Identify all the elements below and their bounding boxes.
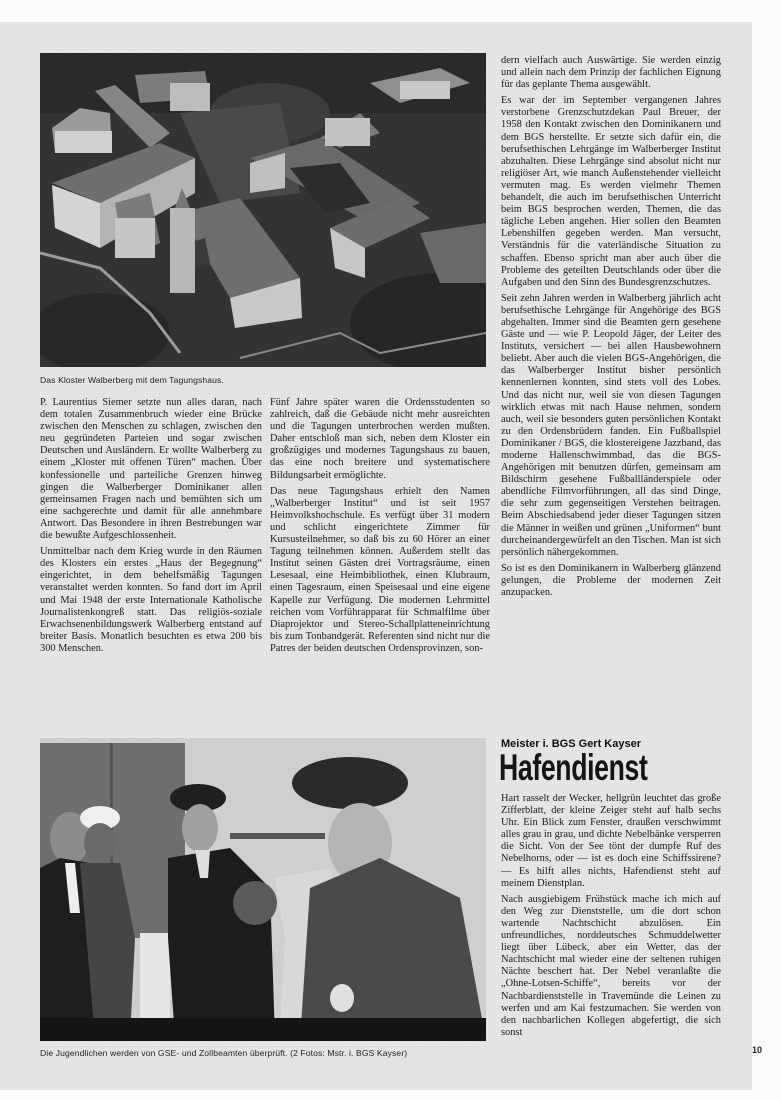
article-column-1 <box>40 397 262 659</box>
paragraph: Unmittelbar nach dem Krieg wurde in den Räumen des Klosters ein erstes „Haus der Begegnung“ eingerichtet, in dem behelfsmäßig Tagungen veranstaltet werden konnten. So fand dort im April und Mai 1948 der erste Internationale Katholische Journalistenkongreß statt. Das religiös-soziale Erwachsenenbildungswerk Walberberg entstand auf breiter Basis. Monatlich besuchten es etwa 200 bis 300 Menschen. <box>40 546 262 654</box>
border-inspection-image <box>40 738 486 1041</box>
article-column-2 <box>270 397 490 659</box>
paragraph: Seit zehn Jahren werden in Walberberg jährlich acht berufsethische Lehrgänge für Angehörige des BGS abgehalten. Immer sind die Beamten gern gesehene Gäste und — wie P. Leopold Jäger, der Leiter des Instituts, versichert — bei allen Hausbewohnern beliebt. Aber auch die vielen BGS-Angehörigen, die das Walberberger Institut bisher persönlich kennenlernen konnten, sind stets voll des Lobes. Und das nicht nur, weil sie von diesen Tagungen wirklich etwas mit nach Hause nehmen, sondern auch, weil sie besonders guten persönlichen Kontakt zu den Ordensbrüdern fanden. Ein Fußballspiel Dominikaner / BGS, die klostereigene Jazzband, das moderne Hallenschwimmbad, das die BGS-Angehörigen mit benutzen dürfen, gemeinsam am Bildschirm gesehene Fußballländerspiele oder abendliche Filmvorführungen, all das sind Dinge, die sehr zum gegenseitigen Verstehen beitragen. Beim Abschiedsabend jeder dieser Tagungen sitzen die Männer in weißen und grünen „Uniformen“ bunt durcheinandergewürfelt an den Tischen. Man ist sich persönlich nähergekommen. <box>501 292 721 558</box>
paragraph: Es war der im September vergangenen Jahres verstorbene Grenzschutzdekan Paul Breuer, der 1958 den Kontakt zwischen den Dominikanern und dem BGS herstellte. Er setzte sich dafür ein, die berufsethischen Lehrgänge im Walberberger Institut abzuhalten. Diese Lehrgänge sind absolut nicht nur religiöser Art, wie manch Außenstehender vielleicht vermuten mag. Es werden vielmehr Themen behandelt, die auch im berufsethischen Unterricht beim BGS besprochen werden, Themen, die das tägliche Leben angehen. Hier sollen den Beamten Lebenshilfen gegeben werden. Man versucht, Verständnis für die vaterländische Situation zu schaffen. Ebenso spricht man aber auch über die Probleme des geteilten Deutschlands oder über die Aufgaben und den Sinn des Bundesgrenzschutzes. <box>501 95 721 288</box>
paragraph: Fünf Jahre später waren die Ordensstudenten so zahlreich, daß die Gebäude nicht mehr ausreichten und die Tagungen unterbrochen werden mußten. Daher entschloß man sich, neben dem Kloster ein großzügiges und modernes Tagungshaus zu bauen, das eine noch breitere und systematischere Bildungsarbeit ermöglichte. <box>270 397 490 481</box>
photo-monastery-aerial <box>40 53 486 367</box>
paragraph: Hart rasselt der Wecker, hellgrün leuchtet das große Zifferblatt, der kleine Zeiger steht auf halb sechs Uhr. Ein Blick zum Fenster, draußen verschwimmt alles grau in grau, und dichte Nebelbänke versperren die Sicht. Von der See tönt der dumpfe Ruf des Nebelhorns, oder — ist es doch eine Schiffssirene? — Es hilft alles nichts, Hafendienst steht auf meinem Dienstplan. <box>501 793 721 889</box>
article-column-hafendienst <box>501 793 721 1043</box>
paragraph: dern vielfach auch Auswärtige. Sie werden einzig und allein nach dem Prinzip der fachlichen Eignung für das geplante Thema ausgewählt. <box>501 55 721 91</box>
paragraph: Das neue Tagungshaus erhielt den Namen „Walberberger Institut“ und ist seit 1957 Heimvolkshochschule. Es verfügt über 31 modern und schlicht eingerichtete Zimmer für Kursusteilnehmer, so daß bis zu 60 Hörer an einer Tagung teilnehmen können. Außerdem stellt das Institut seinen Gästen drei Vortragsräume, einen Lesesaal, eine Heimbibliothek, einen Klubraum, einen Tagesraum, einen Speisesaal und eine eigene Kapelle zur Verfügung. Die modernen Lehrmittel reichen vom Vorführapparat für Schmalfilme über Diaprojektor und Stereo-Schallplatteneinrichtung bis zum Tonbandgerät. Referenten sind nicht nur die Patres der beiden deutschen Ordensprovinzen, son- <box>270 485 490 654</box>
monastery-aerial-image <box>40 53 486 367</box>
article-byline: Meister i. BGS Gert Kayser <box>501 738 642 750</box>
page-number: 10 <box>752 1045 763 1055</box>
paragraph: Nach ausgiebigem Frühstück mache ich mich auf den Weg zur Dienststelle, um die dort schon wartende Nachtschicht abzulösen. Ein unfreundliches, norddeutsches Schmuddelwetter liegt über Lübeck, aber ein Wetter, das der Nachtschicht mal wieder eine der seltenen ruhigen Nächte beschert hat. Der Nebel veranlaßte die „Ohne-Lotsen-Schiffe“, bereits vor der Nachbardienststelle in Travemünde die Leinen zu werfen und am Kai festzumachen. Sie werden von den nachbarlichen Kollegen abgefertigt, die sich sonst <box>501 893 721 1038</box>
article-headline: Hafendienst <box>499 747 648 788</box>
photo-caption-inspection: Die Jugendlichen werden von GSE- und Zollbeamten überprüft. (2 Fotos: Mstr. i. BGS Kayser) <box>40 1048 408 1058</box>
article-column-3 <box>501 55 721 603</box>
photo-caption-monastery: Das Kloster Walberberg mit dem Tagungshaus. <box>40 375 224 385</box>
paragraph: So ist es den Dominikanern in Walberberg glänzend gelungen, die Probleme der modernen Zeit anzupacken. <box>501 562 721 599</box>
paragraph: P. Laurentius Siemer setzte nun alles daran, nach dem totalen Zusammenbruch wieder eine Brücke zwischen den Menschen zu schlagen, zwischen den neu gegründeten Parteien und sogar zwischen Deutschen und Ausländern. Er wollte Walberberg zu einem „Kloster mit offenen Türen“ machen. Über konfessionelle und parteiliche Grenzen hinweg gingen die Walberberger Dominikaner allen gemeinsamen Fragen nach und bemühten sich um eine sachgerechte und damit für alle annehmbare Antwort. Das Besondere in ihren Bestrebungen war die bewußte Aufgeschlossenheit. <box>40 397 262 542</box>
photo-border-inspection <box>40 738 486 1041</box>
